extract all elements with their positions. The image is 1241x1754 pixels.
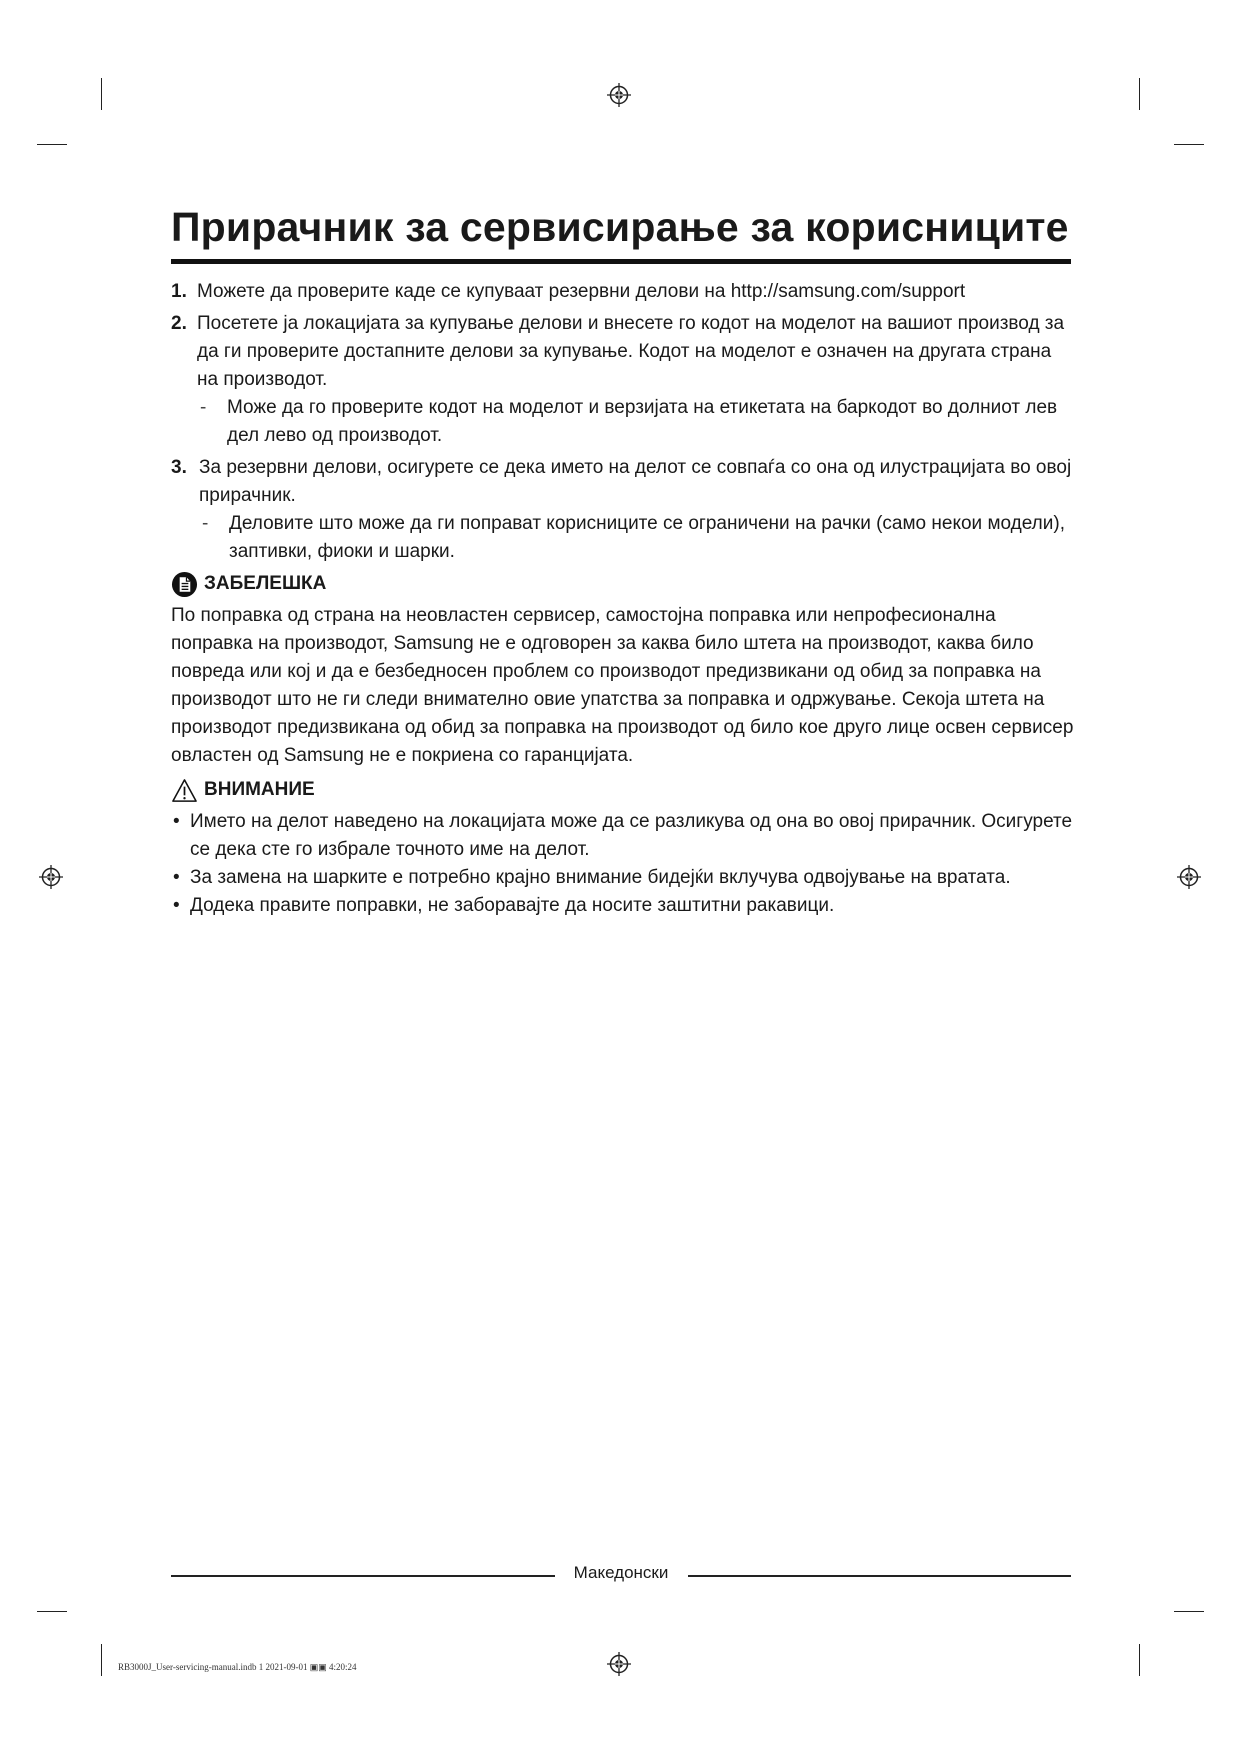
numbered-item <box>171 310 1076 450</box>
main-content <box>171 278 1076 920</box>
item-number: 2. <box>171 313 187 334</box>
bullet-text: Името на делот наведено на локацијата може да се разликува од она во овој прирачник. Осигурете се дека сте го избрале точното име на делот. <box>190 811 1073 860</box>
crop-mark <box>1139 78 1140 110</box>
crop-mark <box>101 78 102 110</box>
caution-bullet <box>171 864 1076 892</box>
footer-language: Македонски <box>573 1563 669 1582</box>
bullet-text: Додека правите поправки, не заборавајте да носите заштитни ракавици. <box>190 895 835 916</box>
sub-item-text: Може да го проверите кодот на моделот и верзијата на етикетата на баркодот во долниот лев дел лево од производот. <box>227 397 1058 446</box>
note-text: По поправка од страна на неовластен сервисер, самостојна поправка или непрофесионална поправка на производот, Samsung не е одговорен за каква било штета на производот, каква било повреда или кој и да е безбедносен проблем со производот предизвикани од обид за поправка на производот што не ги следи внимателно овие упатства за поправка и одржување. Секоја штета на производот предизвикана од обид за поправка на производот од било кое друго лице освен сервисер овластен од Samsung не е покриена со гаранцијата. <box>171 605 1074 766</box>
caution-bullet <box>171 808 1076 864</box>
note-heading-text: ЗАБЕЛЕШКА <box>204 573 327 594</box>
note-heading <box>171 570 1076 598</box>
caution-bullet <box>171 892 1076 920</box>
registration-mark-icon <box>607 83 631 107</box>
crop-mark <box>1139 1644 1140 1676</box>
sub-item <box>199 510 1076 566</box>
registration-mark-icon <box>1177 865 1201 889</box>
item-text: Можете да проверите каде се купуваат резервни делови на http://samsung.com/support <box>197 281 966 302</box>
bullet-marker: • <box>173 867 180 888</box>
sub-item-text: Деловите што може да ги поправат корисниците се ограничени на рачки (само некои модели), заптивки, фиоки и шарки. <box>229 513 1065 562</box>
footer-rule-right <box>688 1575 1071 1577</box>
title-rule <box>171 259 1071 264</box>
caution-heading <box>171 776 1076 804</box>
numbered-item <box>171 454 1076 566</box>
page-title: Прирачник за сервисирање за корисниците <box>171 204 1069 250</box>
crop-mark <box>1174 1611 1204 1612</box>
item-number: 1. <box>171 281 187 302</box>
crop-mark <box>37 1611 67 1612</box>
crop-mark <box>37 144 67 145</box>
caution-heading-text: ВНИМАНИЕ <box>204 779 315 800</box>
numbered-item <box>171 278 1076 306</box>
footer-rule-left <box>171 1575 555 1577</box>
bullet-text: За замена на шарките е потребно крајно внимание бидејќи вклучува одвојување на вратата. <box>190 867 1011 888</box>
dash-marker: - <box>202 513 209 534</box>
bullet-marker: • <box>173 811 180 832</box>
crop-mark <box>101 1644 102 1676</box>
bullet-marker: • <box>173 895 180 916</box>
item-text: За резервни делови, осигурете се дека името на делот се совпаѓа со она од илустрацијата во овој прирачник. <box>199 457 1072 506</box>
print-imprint: RB3000J_User-servicing-manual.indb 1 2021-09-01 ▣▣ 4:20:24 <box>118 1662 357 1672</box>
sub-item <box>197 394 1076 450</box>
dash-marker: - <box>200 397 207 418</box>
warning-triangle-icon <box>171 777 198 804</box>
crop-mark <box>1174 144 1204 145</box>
registration-mark-icon <box>607 1652 631 1676</box>
note-icon <box>171 571 198 598</box>
item-text: Посетете ја локацијата за купување делови и внесете го кодот на моделот на вашиот производ за да ги проверите достапните делови за купување. Кодот на моделот е означен на другата страна на производот. <box>197 313 1065 390</box>
item-number: 3. <box>171 457 187 478</box>
registration-mark-icon <box>39 865 63 889</box>
